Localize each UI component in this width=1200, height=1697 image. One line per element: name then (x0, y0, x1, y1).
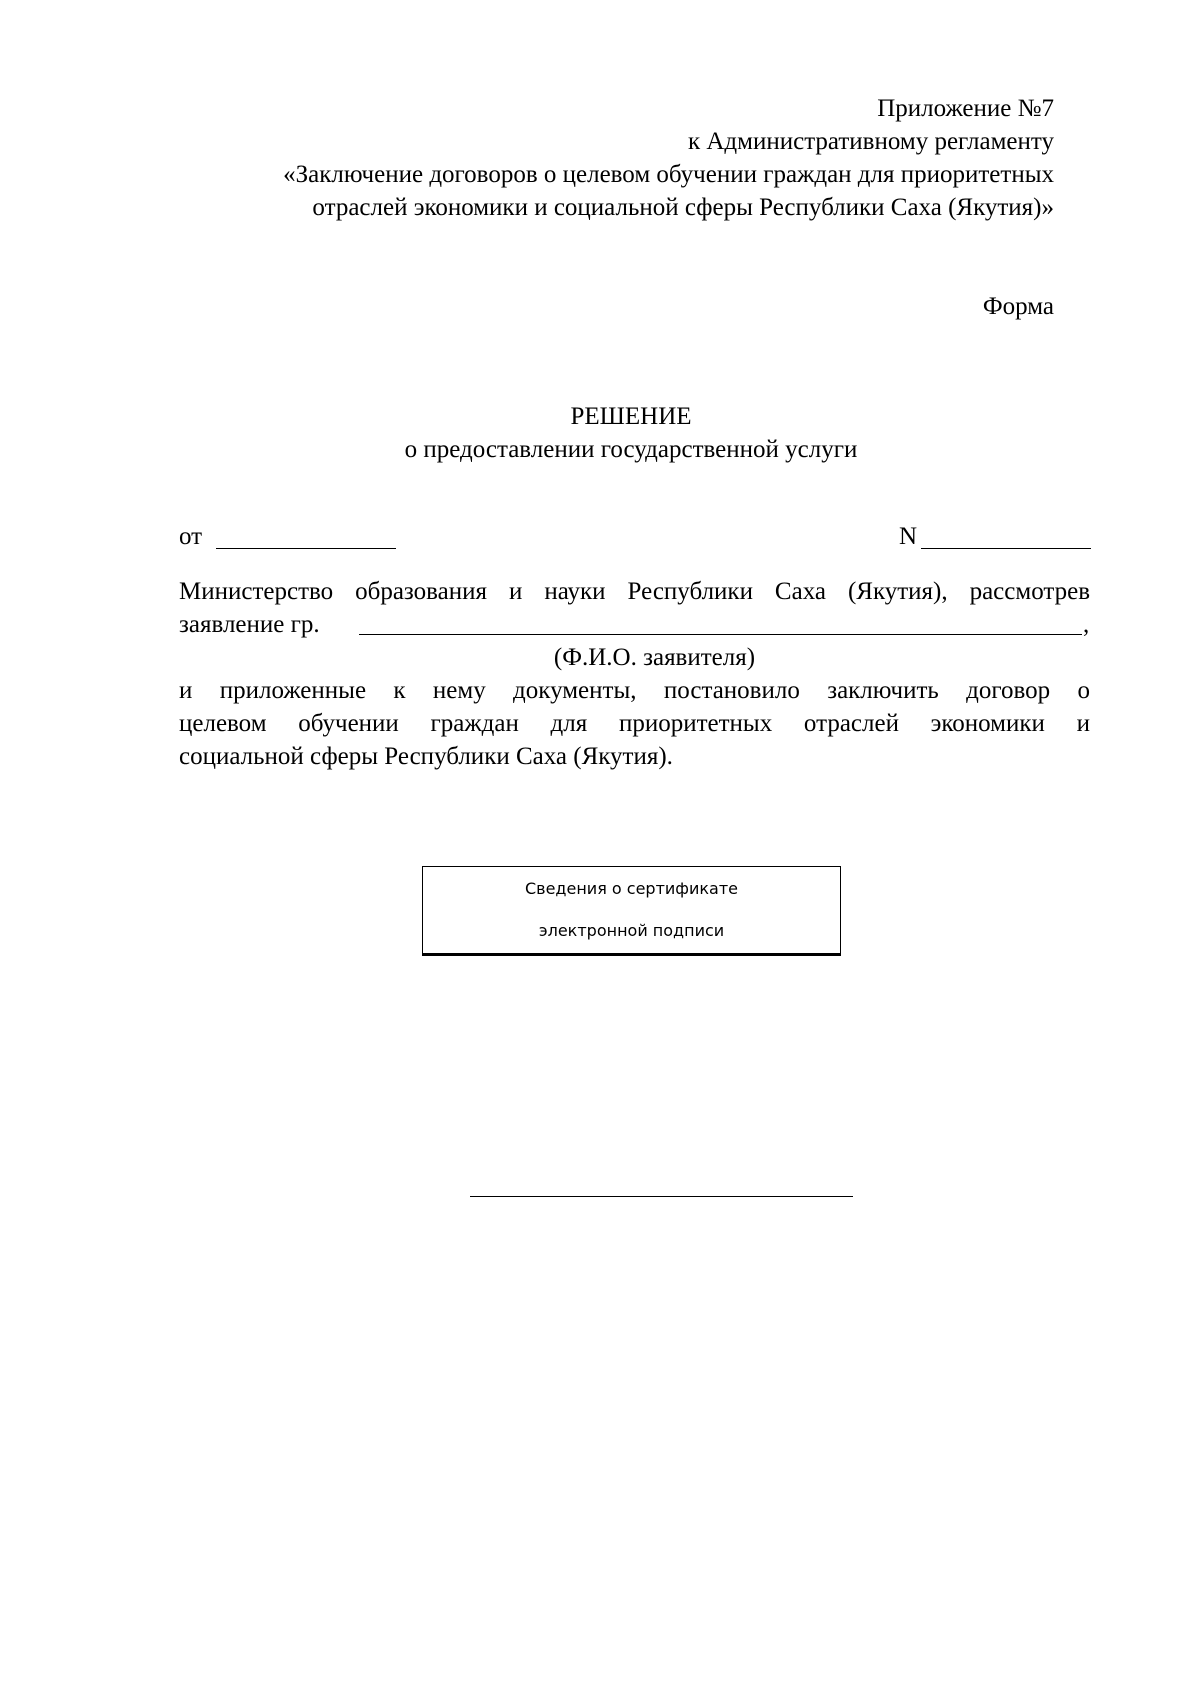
date-blank-field[interactable] (216, 548, 396, 549)
applicant-row (179, 608, 1090, 641)
date-label: от (179, 523, 203, 550)
document-title-block (0, 400, 1200, 466)
paragraph-line-2: целевом обучении граждан для приоритетных отраслей экономики и (179, 710, 1090, 737)
document-subtitle: о предоставлении государственной услуги (404, 436, 858, 463)
appendix-title-line-2: отраслей экономики и социальной сферы Республики Саха (Якутия)» (312, 194, 1054, 221)
signature-blank-line[interactable] (470, 1196, 853, 1197)
certificate-line-2: электронной подписи (538, 921, 725, 940)
decision-body (179, 575, 1090, 773)
form-label: Форма (982, 293, 1054, 320)
appendix-header (154, 92, 1054, 224)
paragraph-line-3: социальной сферы Республики Саха (Якутия). (179, 743, 673, 770)
applicant-label: заявление гр. (179, 611, 320, 638)
applicant-name-blank-field[interactable] (359, 634, 1082, 635)
fio-caption: (Ф.И.О. заявителя) (553, 644, 756, 671)
appendix-title-line-1: «Заключение договоров о целевом обучении граждан для приоритетных (283, 161, 1054, 188)
number-blank-field[interactable] (921, 548, 1091, 549)
date-number-row (179, 520, 1090, 556)
appendix-regulation: к Административному регламенту (687, 128, 1054, 155)
decision-paragraph (179, 674, 1090, 773)
applicant-comma: , (1083, 611, 1090, 638)
certificate-line-1: Сведения о сертификате (524, 879, 739, 898)
number-label: N (899, 523, 918, 550)
paragraph-line-1: и приложенные к нему документы, постановило заключить договор о (179, 677, 1090, 704)
appendix-number: Приложение №7 (877, 95, 1054, 122)
signature-certificate-box (422, 866, 841, 956)
document-title: РЕШЕНИЕ (570, 403, 692, 430)
body-line-ministry: Министерство образования и науки Республики Саха (Якутия), рассмотрев (179, 578, 1090, 605)
